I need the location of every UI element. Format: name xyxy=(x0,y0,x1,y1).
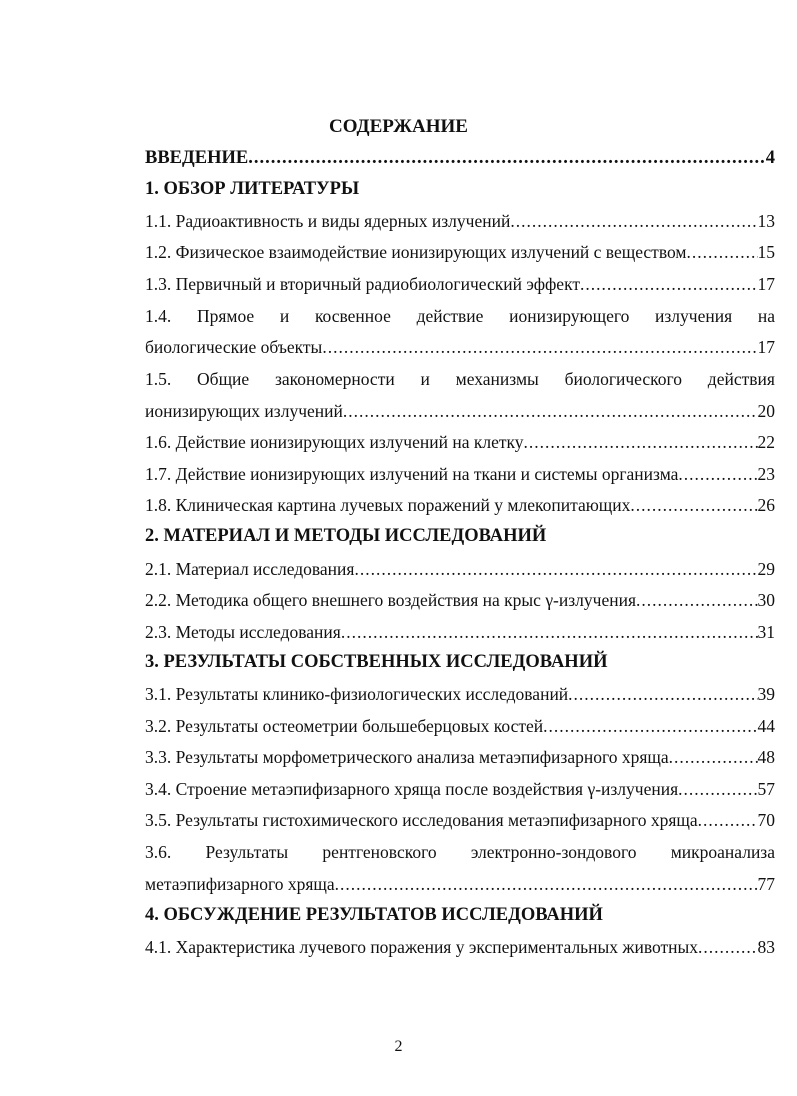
toc-entry-page: 4 xyxy=(765,148,775,168)
toc-entry-1-4-line1: 1.4. Прямое и косвенное действие ионизирующего излучения на xyxy=(145,306,775,326)
toc-entry-page: 23 xyxy=(757,464,775,484)
toc-entry-text: 1.7. Действие ионизирующих излучений на ткани и системы организма xyxy=(145,464,679,484)
toc-entry-page: 29 xyxy=(757,559,775,579)
toc-entry-2-3 xyxy=(145,620,775,644)
toc-entry-page: 26 xyxy=(757,495,775,515)
toc-entry-1-8 xyxy=(145,493,775,517)
toc-title: СОДЕРЖАНИЕ xyxy=(329,116,468,137)
toc-entry-1-1 xyxy=(145,209,775,233)
page-number: 2 xyxy=(394,1038,403,1055)
toc-entry-page: 22 xyxy=(757,432,775,452)
toc-section-3: 3. РЕЗУЛЬТАТЫ СОБСТВЕННЫХ ИССЛЕДОВАНИЙ xyxy=(145,652,608,672)
toc-entry-page: 48 xyxy=(757,747,775,767)
toc-entry-page: 31 xyxy=(757,622,775,642)
toc-entry-text: метаэпифизарного хряща xyxy=(145,874,335,894)
toc-entry-1-3 xyxy=(145,272,775,296)
toc-entry-3-6-line2 xyxy=(145,872,775,896)
toc-entry-page: 39 xyxy=(757,684,775,704)
toc-entry-3-6-line1: 3.6. Результаты рентгеновского электронно-зондового микроанализа xyxy=(145,842,775,862)
toc-entry-page: 15 xyxy=(757,242,775,262)
toc-entry-3-5 xyxy=(145,808,775,832)
toc-entry-text: 4.1. Характеристика лучевого поражения у экспериментальных животных xyxy=(145,937,699,957)
toc-entry-text: 1.1. Радиоактивность и виды ядерных излучений xyxy=(145,211,511,231)
toc-section-2: 2. МАТЕРИАЛ И МЕТОДЫ ИССЛЕДОВАНИЙ xyxy=(145,526,547,546)
toc-entry-2-1 xyxy=(145,557,775,581)
toc-entry-text: биологические объекты xyxy=(145,337,323,357)
toc-entry-text: 1.2. Физическое взаимодействие ионизирующих излучений с веществом xyxy=(145,242,687,262)
toc-entry-page: 17 xyxy=(757,274,775,294)
toc-entry-text: ВВЕДЕНИЕ xyxy=(145,148,249,168)
toc-entry-3-2 xyxy=(145,714,775,738)
toc-entry-text: ионизирующих излучений xyxy=(145,401,343,421)
toc-entry-page: 57 xyxy=(757,779,775,799)
toc-entry-page: 83 xyxy=(757,937,775,957)
toc-section-4: 4. ОБСУЖДЕНИЕ РЕЗУЛЬТАТОВ ИССЛЕДОВАНИЙ xyxy=(145,905,603,925)
toc-entry-text: 1.8. Клиническая картина лучевых поражений у млекопитающих xyxy=(145,495,631,515)
toc-entry-1-4-line2 xyxy=(145,335,775,359)
toc-entry-text: 1.6. Действие ионизирующих излучений на клетку xyxy=(145,432,524,452)
toc-entry-text: 3.3. Результаты морфометрического анализа метаэпифизарного хряща xyxy=(145,747,669,767)
toc-entry-page: 44 xyxy=(757,716,775,736)
toc-entry-4-1 xyxy=(145,935,775,959)
toc-entry-text: 3.5. Результаты гистохимического исследования метаэпифизарного хряща xyxy=(145,810,698,830)
toc-entry-page: 70 xyxy=(757,810,775,830)
toc-entry-page: 77 xyxy=(757,874,775,894)
toc-entry-text: 2.1. Материал исследования xyxy=(145,559,355,579)
toc-entry-text: 1.3. Первичный и вторичный радиобиологический эффект xyxy=(145,274,580,294)
toc-entry-text: 3.1. Результаты клинико-физиологических исследований xyxy=(145,684,569,704)
toc-entry-1-5-line1: 1.5. Общие закономерности и механизмы биологического действия xyxy=(145,369,775,389)
toc-entry-1-7 xyxy=(145,462,775,486)
toc-entry-2-2 xyxy=(145,588,775,612)
toc-entry-introduction xyxy=(145,146,775,170)
toc-section-1: 1. ОБЗОР ЛИТЕРАТУРЫ xyxy=(145,179,360,199)
toc-entry-3-1 xyxy=(145,682,775,706)
toc-entry-3-3 xyxy=(145,745,775,769)
toc-entry-3-4 xyxy=(145,777,775,801)
toc-entry-1-2 xyxy=(145,240,775,264)
toc-entry-text: 2.3. Методы исследования xyxy=(145,622,341,642)
toc-entry-1-5-line2 xyxy=(145,399,775,423)
toc-entry-page: 17 xyxy=(757,337,775,357)
toc-entry-page: 13 xyxy=(757,211,775,231)
toc-entry-1-6 xyxy=(145,430,775,454)
toc-entry-text: 3.4. Строение метаэпифизарного хряща после воздействия γ-излучения xyxy=(145,779,679,799)
toc-entry-page: 20 xyxy=(757,401,775,421)
toc-entry-text: 2.2. Методика общего внешнего воздействия на крыс γ-излучения xyxy=(145,590,636,610)
toc-entry-page: 30 xyxy=(757,590,775,610)
toc-entry-text: 3.2. Результаты остеометрии большеберцовых костей xyxy=(145,716,544,736)
